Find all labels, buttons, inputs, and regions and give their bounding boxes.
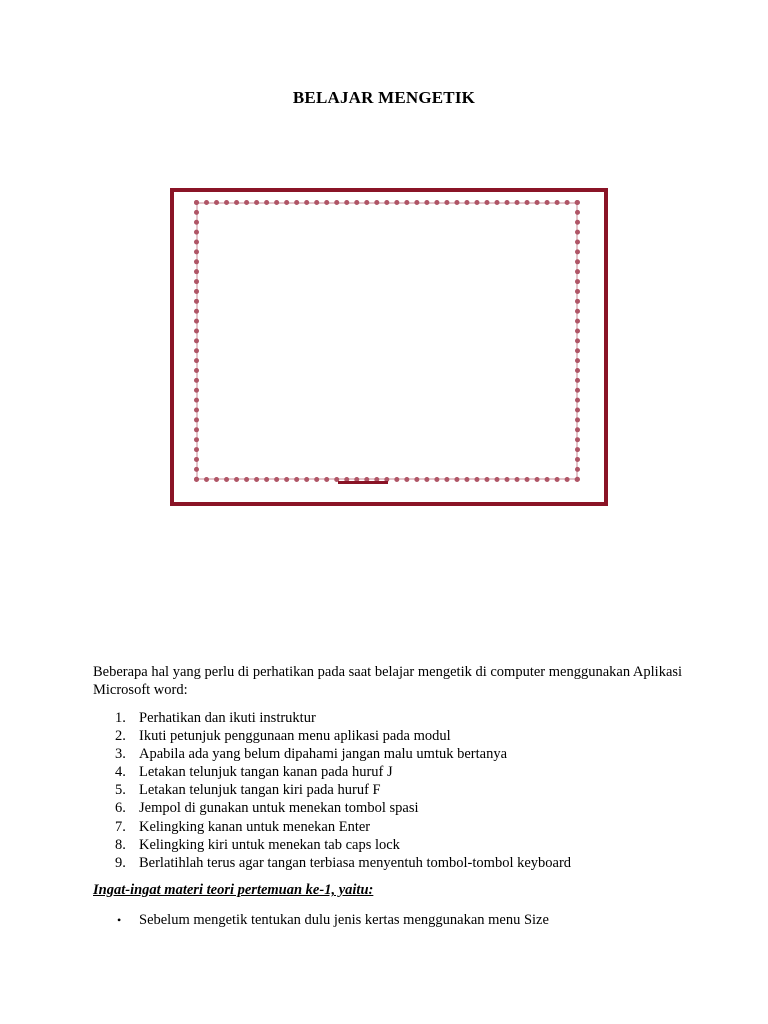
list-item-number: 8.	[115, 836, 126, 853]
list-item-number: 4.	[115, 764, 126, 781]
list-item-text: Jempol di gunakan untuk menekan tombol spasi	[139, 800, 419, 817]
list-item	[93, 818, 713, 836]
list-item-number: 3.	[115, 746, 126, 763]
list-item-text: Letakan telunjuk tangan kiri pada huruf F	[139, 782, 381, 799]
list-item-text: Kelingking kanan untuk menekan Enter	[139, 818, 371, 835]
list-item-number: 9.	[115, 854, 126, 871]
list-item-text: Apabila ada yang belum dipahami jangan malu umtuk bertanya	[139, 746, 508, 763]
list-item	[93, 727, 713, 745]
bullet-list	[93, 911, 549, 929]
list-item-text: Letakan telunjuk tangan kanan pada huruf J	[139, 764, 393, 781]
list-item-text: Ikuti petunjuk penggunaan menu aplikasi pada modul	[139, 728, 451, 745]
decorative-frame-inner-border	[194, 200, 580, 482]
list-item-text: Perhatikan dan ikuti instruktur	[139, 710, 316, 726]
list-item	[93, 745, 713, 763]
list-item	[93, 709, 713, 727]
list-item-number: 6.	[115, 800, 126, 817]
list-item-text: Berlatihlah terus agar tangan terbiasa menyentuh tombol-tombol keyboard	[139, 854, 572, 871]
list-item-text: Kelingking kiri untuk menekan tab caps lock	[139, 836, 400, 853]
steps-list	[93, 709, 713, 872]
page-title: BELAJAR MENGETIK	[292, 88, 476, 107]
list-item	[93, 781, 713, 799]
bullet-icon: •	[117, 913, 122, 927]
list-item-number: 5.	[115, 782, 126, 799]
list-item-number: 1.	[115, 710, 126, 726]
list-item-text: Sebelum mengetik tentukan dulu jenis kertas menggunakan menu Size	[139, 912, 549, 928]
list-item-number: 2.	[115, 728, 126, 745]
list-item-number: 7.	[115, 818, 126, 835]
reminder-heading: Ingat-ingat materi teori pertemuan ke-1, yaitu:	[93, 882, 374, 898]
intro-paragraph: Beberapa hal yang perlu di perhatikan pada saat belajar mengetik di computer menggunakan Aplikasi Microsoft word:	[93, 664, 683, 698]
decorative-frame	[170, 188, 608, 506]
list-item	[93, 836, 713, 854]
list-item	[93, 799, 713, 817]
list-item	[93, 854, 713, 872]
list-item	[93, 911, 549, 929]
list-item	[93, 763, 713, 781]
decorative-frame-accent	[338, 481, 388, 484]
